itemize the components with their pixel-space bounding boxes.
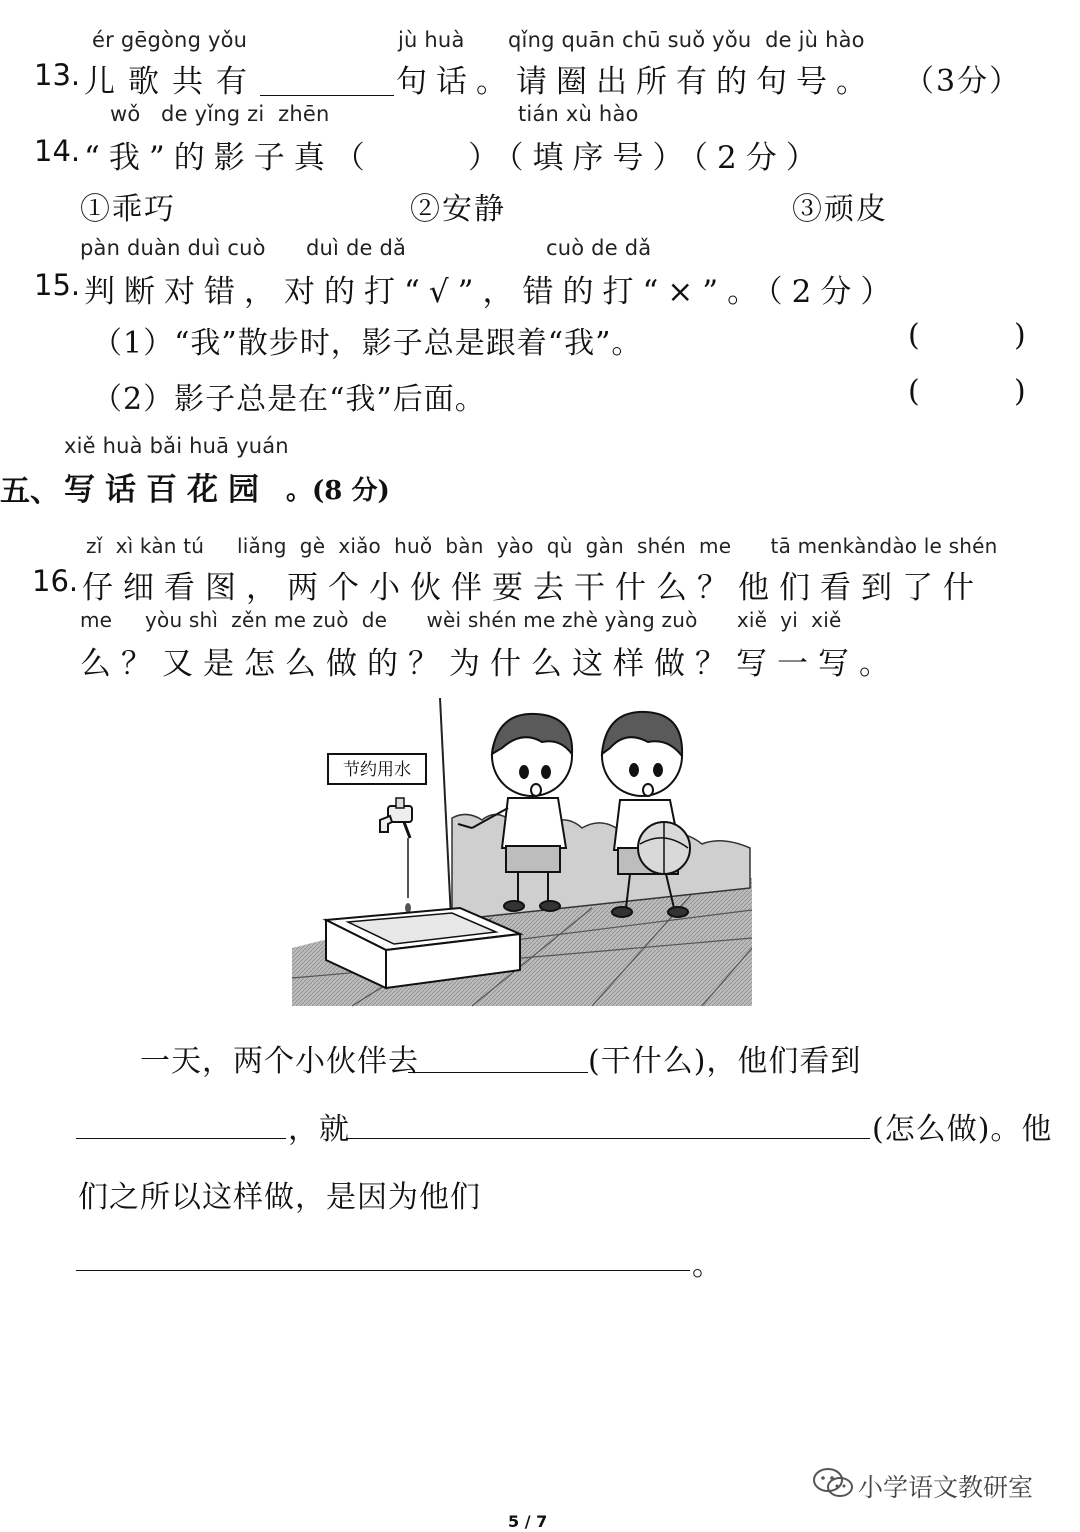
q13-pinyin-c: qǐng quān chū suǒ yǒu de jù hào	[508, 28, 865, 52]
q14-option-1: ①乖巧	[80, 192, 176, 227]
writing-line2-b: (怎么做)。他	[872, 1112, 1053, 1147]
wall	[292, 698, 452, 938]
q16-pinyin-b: me yòu shì zěn me zuò de wèi shén me zhè yàng zuò xiě yi xiě	[80, 608, 842, 632]
q14-text: “我”的影子真（ ）（填序号）（2分）	[84, 140, 826, 176]
q13-pinyin-b: jù huà	[398, 28, 465, 52]
q16-number: 16.	[32, 564, 79, 598]
q13-text-a: 儿歌共有	[84, 64, 260, 100]
q13-number: 13.	[34, 58, 81, 92]
section5-title: 写话百花园	[64, 472, 269, 508]
q15-item-2: （2）影子总是在“我”后面。	[92, 382, 486, 417]
sign-text: 节约用水	[343, 760, 411, 780]
q14-number: 14.	[34, 134, 81, 168]
q13-score: （3分）	[904, 64, 1022, 99]
q14-pinyin-a: wǒ de yǐng zi zhēn	[110, 102, 330, 126]
q15-item-1: （1）“我”散步时，影子总是跟着“我”。	[92, 326, 643, 361]
q13-pinyin-a: ér gēgòng yǒu	[92, 28, 248, 52]
writing-blank-why[interactable]	[76, 1270, 690, 1271]
writing-blank-what[interactable]	[408, 1072, 588, 1073]
q13-text-b: 句话。请圈出所有的句号。	[396, 64, 876, 100]
q14-option-3: ③顽皮	[792, 192, 888, 227]
section5-pinyin: xiě huà bǎi huā yuán	[64, 434, 289, 458]
watermark-text: 小学语文教研室	[858, 1473, 1034, 1502]
q16-pinyin-a: zǐ xì kàn tú liǎng gè xiǎo huǒ bàn yào qù gàn shén me tā menkàndào le shén	[86, 534, 998, 558]
q15-pinyin-a: pàn duàn duì cuò	[80, 236, 266, 260]
writing-line1-b: (干什么)，他们看到	[588, 1044, 862, 1079]
wechat-icon	[812, 1466, 856, 1500]
writing-end-period: 。	[692, 1248, 724, 1283]
q15-item-1-paren[interactable]: ( )	[908, 318, 1028, 353]
q14-option-2: ②安静	[410, 192, 506, 227]
q15-item-2-paren[interactable]: ( )	[908, 374, 1028, 409]
writing-blank-saw[interactable]	[76, 1138, 286, 1139]
q13-answer-blank[interactable]	[260, 95, 394, 96]
q16-text-a: 仔细看图，两个小伙伴要去干什么？他们看到了什	[82, 570, 984, 606]
q16-text-b: 么？又是怎么做的？为什么这样做？写一写。	[80, 646, 900, 682]
section5-score: 。(8 分)	[286, 476, 390, 506]
q15-pinyin-c: cuò de dǎ	[546, 236, 652, 260]
page-number: 5 / 7	[508, 1512, 548, 1531]
section5-label: 五、	[0, 474, 60, 509]
writing-line3: 们之所以这样做，是因为他们	[78, 1180, 481, 1215]
writing-blank-how[interactable]	[346, 1138, 870, 1139]
writing-line1-a: 一天，两个小伙伴去	[140, 1044, 419, 1079]
q14-pinyin-b: tián xù hào	[518, 102, 639, 126]
q15-number: 15.	[34, 268, 81, 302]
water-saving-illustration	[292, 698, 752, 1008]
writing-line2-a: ，就	[288, 1112, 350, 1147]
q15-text: 判断对错，对的打“√”，错的打“×”。（2分）	[84, 274, 901, 310]
q15-pinyin-b: duì de dǎ	[306, 236, 407, 260]
